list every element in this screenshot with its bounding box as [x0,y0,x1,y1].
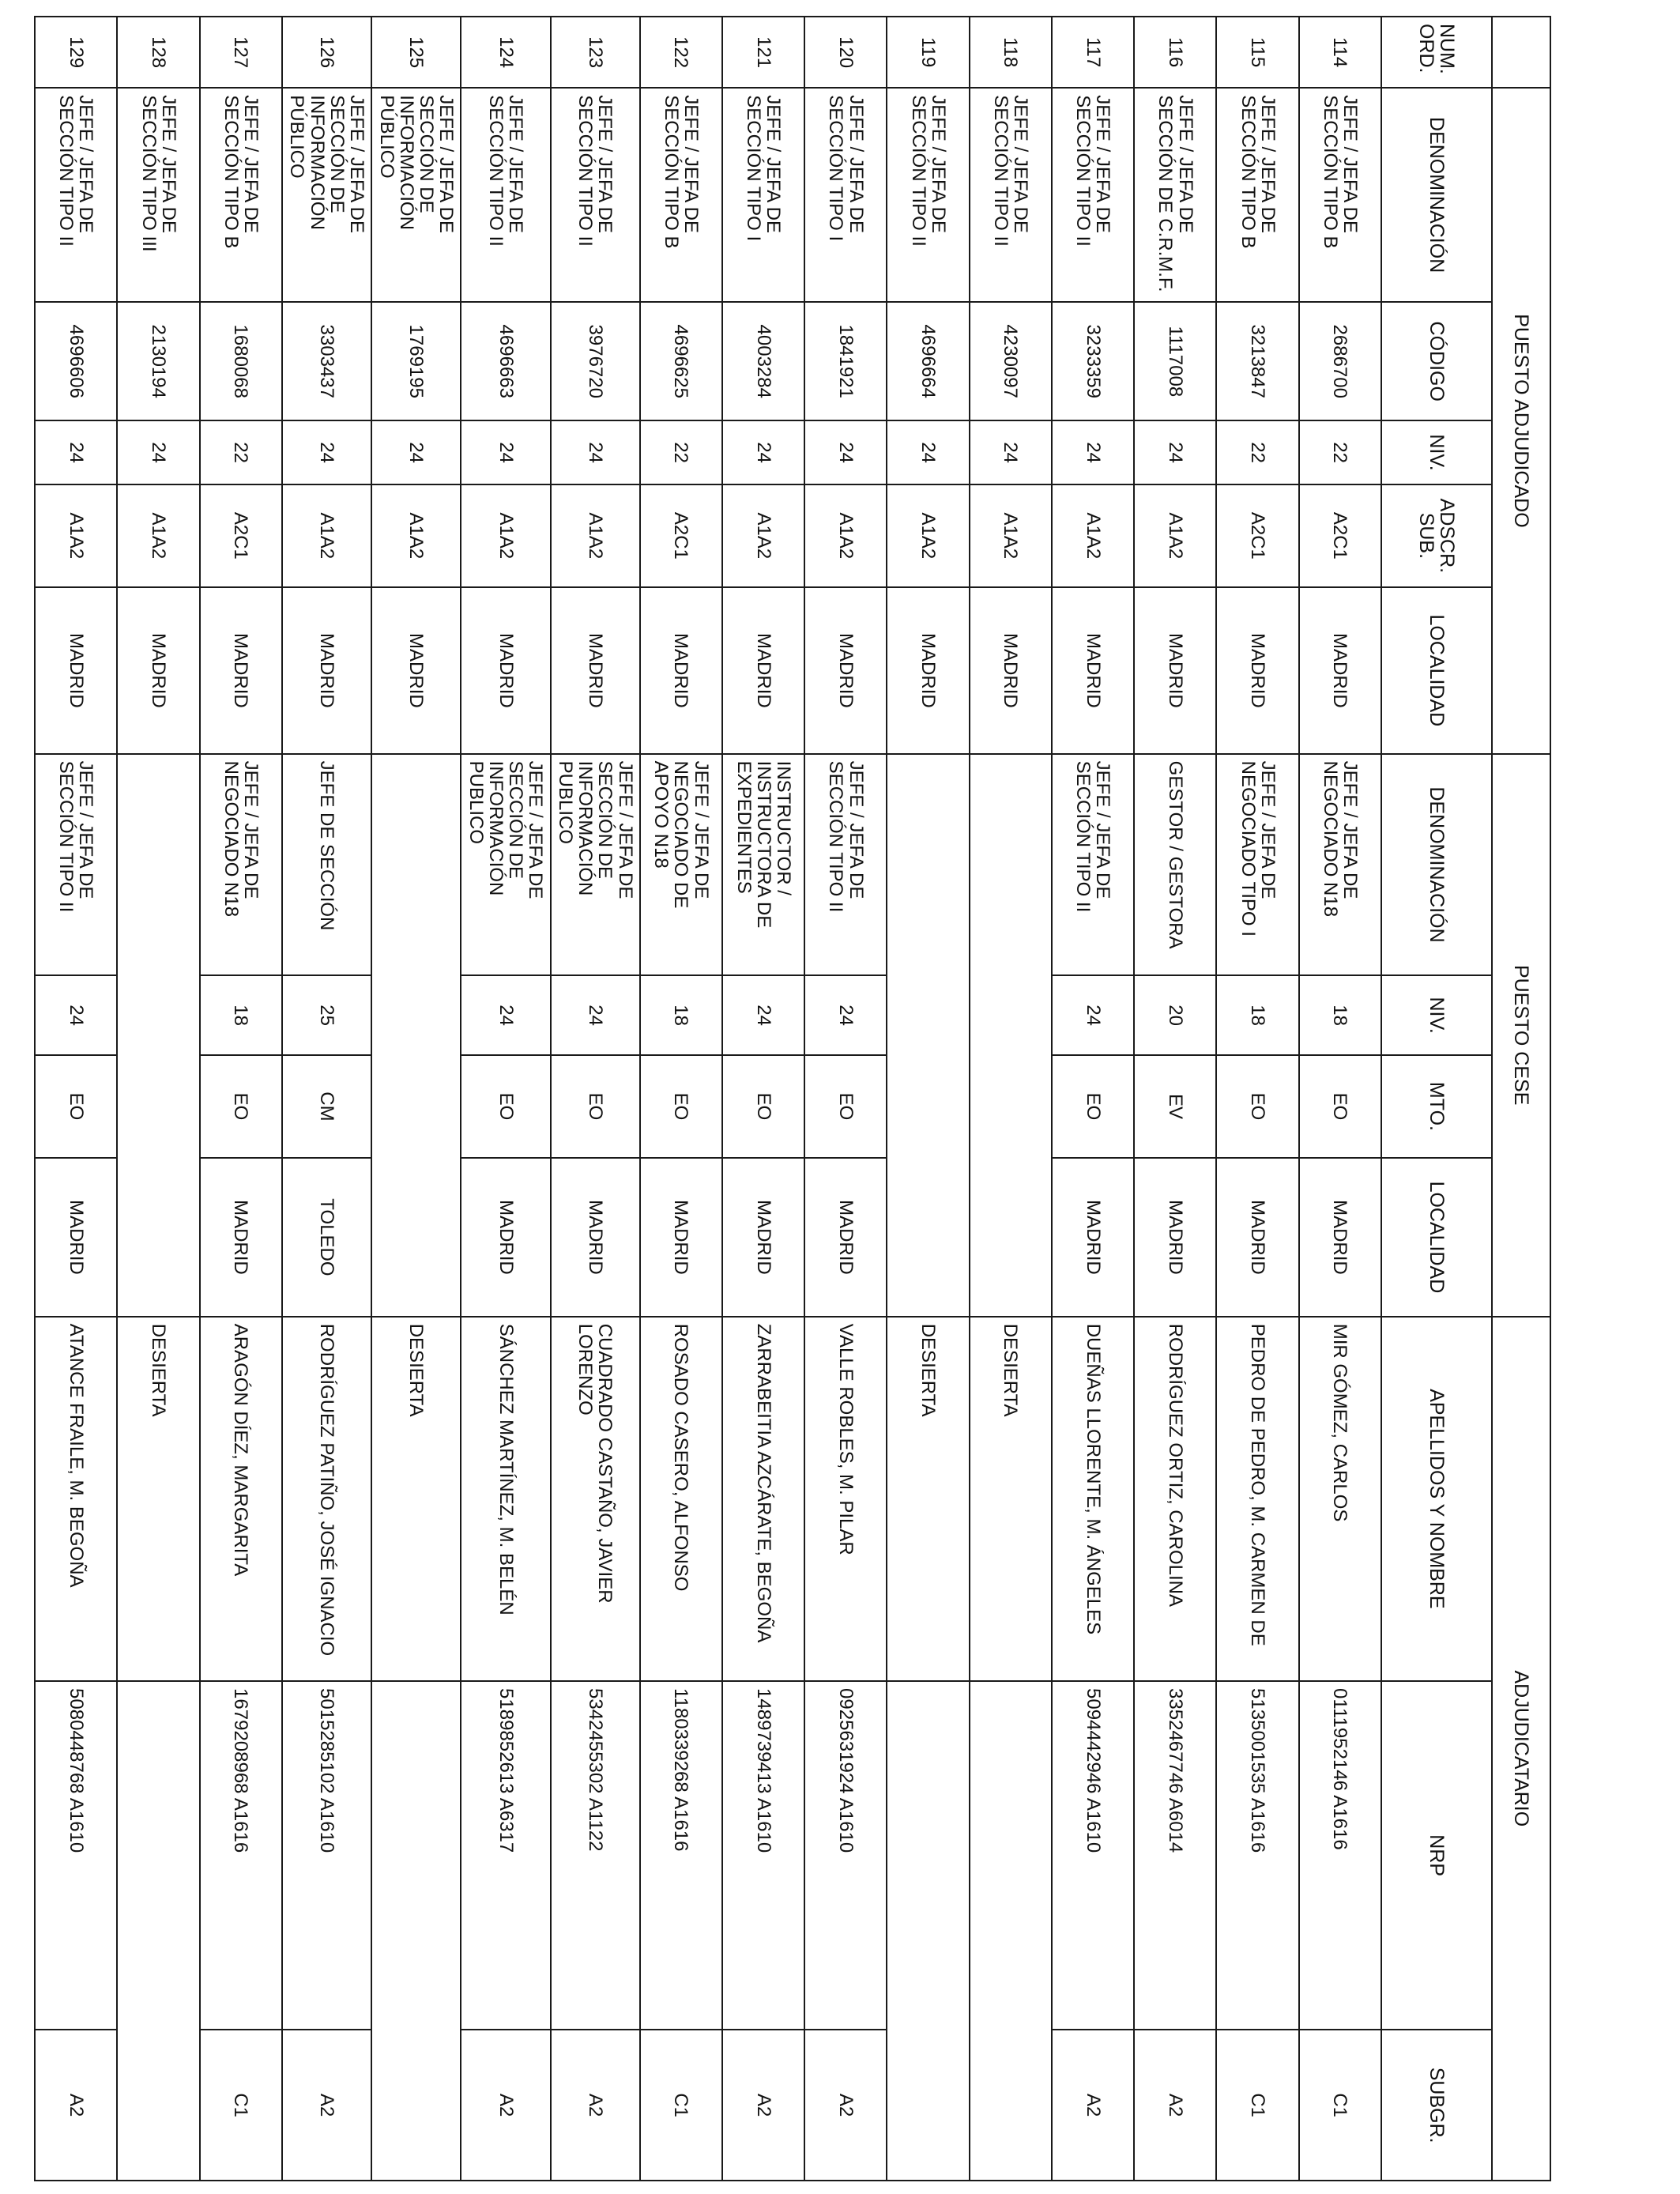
table-row [887,17,970,2181]
table-row [35,17,117,2181]
adscr-sub-cell: A1A2 [887,484,970,587]
niv-cell: 22 [1299,420,1381,484]
mto-cell: EO [804,1055,887,1158]
nrp-cell: 3352467746 A6014 [1134,1681,1216,2030]
col-subgr: SUBGR. [1381,2030,1492,2181]
adscr-sub-cell: A1A2 [282,484,371,587]
denominacion-cell: JEFE / JEFA DE SECCIÓN TIPO I [722,88,804,302]
cese-localidad-cell: MADRID [461,1158,550,1317]
denominacion-cell: JEFE / JEFA DE SECCIÓN TIPO III [117,88,199,302]
subgr-cell: C1 [1217,2030,1299,2181]
cese-niv-cell: 20 [1134,975,1216,1054]
num-cell: 126 [282,17,371,88]
adscr-sub-cell: A1A2 [970,484,1052,587]
cese-niv-cell: 18 [640,975,722,1054]
num-cell: 123 [551,17,640,88]
num-cell: 116 [1134,17,1216,88]
adscr-sub-cell: A2C1 [1217,484,1299,587]
cese-denominacion-cell: JEFE / JEFA DE SECCIÓN DE INFORMACIÓN PUBLICO [551,754,640,976]
localidad-cell: MADRID [117,587,199,754]
cese-denominacion-cell: JEFE / JEFA DE SECCIÓN TIPO II [35,754,117,976]
group-puesto-adjudicado: PUESTO ADJUDICADO [1492,88,1550,753]
denominacion-cell: JEFE / JEFA DE SECCIÓN TIPO B [1299,88,1381,302]
codigo-cell: 2686700 [1299,302,1381,420]
adscr-sub-cell: A1A2 [1052,484,1134,587]
table-row [1299,17,1381,2181]
apellidos-nombre-cell: DESIERTA [117,1317,199,1681]
denominacion-cell: JEFE / JEFA DE SECCIÓN TIPO II [35,88,117,302]
localidad-cell: MADRID [887,587,970,754]
denominacion-cell: JEFE / JEFA DE SECCIÓN TIPO II [551,88,640,302]
table-row [804,17,887,2181]
niv-cell: 24 [970,420,1052,484]
col-cese-localidad: LOCALIDAD [1381,1158,1492,1317]
denominacion-cell: JEFE / JEFA DE SECCIÓN DE INFORMACIÓN PÚBLICO [371,88,461,302]
table-row [371,17,461,2181]
nrp-cell: 5189852613 A6317 [461,1681,550,2030]
nrp-cell: 5135001535 A1616 [1217,1681,1299,2030]
col-apellidos-nombre: APELLIDOS Y NOMBRE [1381,1317,1492,1681]
table-row [200,17,282,2181]
adscr-sub-cell: A2C1 [200,484,282,587]
subgr-cell: C1 [1299,2030,1381,2181]
cese-localidad-cell: MADRID [1134,1158,1216,1317]
col-denominacion: DENOMINACIÓN [1381,88,1492,302]
cese-empty-cell [970,754,1052,1317]
num-cell: 117 [1052,17,1134,88]
apellidos-nombre-cell: SÁNCHEZ MARTÍNEZ, M. BELÉN [461,1317,550,1681]
cese-localidad-cell: MADRID [804,1158,887,1317]
apellidos-nombre-cell: DESIERTA [887,1317,970,1681]
localidad-cell: MADRID [35,587,117,754]
denominacion-cell: JEFE / JEFA DE SECCIÓN TIPO I [804,88,887,302]
codigo-cell: 4696606 [35,302,117,420]
mto-cell: EV [1134,1055,1216,1158]
adscr-sub-cell: A1A2 [804,484,887,587]
num-cell: 124 [461,17,550,88]
apellidos-nombre-cell: ARAGÓN DÍEZ, MARGARITA [200,1317,282,1681]
col-localidad: LOCALIDAD [1381,587,1492,754]
codigo-cell: 4230097 [970,302,1052,420]
subgr-cell: C1 [200,2030,282,2181]
mto-cell: EO [551,1055,640,1158]
codigo-cell: 4696625 [640,302,722,420]
num-cell: 122 [640,17,722,88]
niv-cell: 24 [117,420,199,484]
codigo-cell: 1117008 [1134,302,1216,420]
cese-niv-cell: 18 [200,975,282,1054]
cese-denominacion-cell: JEFE / JEFA DE NEGOCIADO TIPO I [1217,754,1299,976]
cese-localidad-cell: MADRID [1217,1158,1299,1317]
mto-cell: EO [461,1055,550,1158]
mto-cell: EO [1052,1055,1134,1158]
adscr-sub-cell: A1A2 [722,484,804,587]
apellidos-nombre-cell: DESIERTA [970,1317,1052,1681]
niv-cell: 24 [551,420,640,484]
cese-localidad-cell: MADRID [551,1158,640,1317]
num-cell: 118 [970,17,1052,88]
codigo-cell: 3976720 [551,302,640,420]
col-nrp: NRP [1381,1681,1492,2030]
col-cese-denominacion: DENOMINACIÓN [1381,754,1492,976]
subgr-cell: A2 [551,2030,640,2181]
cese-niv-cell: 24 [461,975,550,1054]
niv-cell: 24 [35,420,117,484]
localidad-cell: MADRID [640,587,722,754]
table-row [1134,17,1216,2181]
mto-cell: EO [1299,1055,1381,1158]
num-cell: 127 [200,17,282,88]
localidad-cell: MADRID [371,587,461,754]
localidad-cell: MADRID [1052,587,1134,754]
localidad-cell: MADRID [804,587,887,754]
blank-corner [1492,17,1550,88]
mto-cell: EO [722,1055,804,1158]
cese-denominacion-cell: JEFE / JEFA DE NEGOCIADO DE APOYO N18 [640,754,722,976]
localidad-cell: MADRID [282,587,371,754]
mto-cell: CM [282,1055,371,1158]
niv-cell: 22 [1217,420,1299,484]
niv-cell: 24 [461,420,550,484]
cese-denominacion-cell: JEFE DE SECCIÓN [282,754,371,976]
niv-cell: 22 [200,420,282,484]
apellidos-nombre-cell: ZARRABEITIA AZCÁRATE, BEGOÑA [722,1317,804,1681]
nrp-cell: 1679208968 A1616 [200,1681,282,2030]
cese-localidad-cell: TOLEDO [282,1158,371,1317]
cese-niv-cell: 24 [804,975,887,1054]
subgr-cell: A2 [804,2030,887,2181]
cese-denominacion-cell: JEFE / JEFA DE SECCIÓN TIPO II [1052,754,1134,976]
codigo-cell: 1769195 [371,302,461,420]
adscr-sub-cell: A1A2 [371,484,461,587]
cese-empty-cell [371,754,461,1317]
rotated-page [34,16,1551,2181]
subgr-cell: A2 [1134,2030,1216,2181]
col-mto: MTO. [1381,1055,1492,1158]
apellidos-nombre-cell: DESIERTA [371,1317,461,1681]
col-codigo: CÓDIGO [1381,302,1492,420]
apellidos-nombre-cell: ATANCE FRAILE, M. BEGOÑA [35,1317,117,1681]
codigo-cell: 1841921 [804,302,887,420]
num-cell: 121 [722,17,804,88]
table-body [35,17,1381,2181]
group-header-row [1492,17,1550,2181]
apellidos-nombre-cell: PEDRO DE PEDRO, M. CARMEN DE [1217,1317,1299,1681]
num-cell: 114 [1299,17,1381,88]
localidad-cell: MADRID [1299,587,1381,754]
col-adscr-sub: ADSCR. SUB. [1381,484,1492,587]
cese-niv-cell: 25 [282,975,371,1054]
table-row [722,17,804,2181]
localidad-cell: MADRID [722,587,804,754]
localidad-cell: MADRID [461,587,550,754]
cese-localidad-cell: MADRID [1299,1158,1381,1317]
group-adjudicatario: ADJUDICATARIO [1492,1317,1550,2181]
cese-niv-cell: 24 [35,975,117,1054]
cese-empty-cell [117,754,199,1317]
col-cese-niv: NIV. [1381,975,1492,1054]
nrp-cell: 5080448768 A1610 [35,1681,117,2030]
apellidos-nombre-cell: DUEÑAS LLORENTE, M. ÁNGELES [1052,1317,1134,1681]
nrp-cell: 1180339268 A1616 [640,1681,722,2030]
codigo-cell: 2130194 [117,302,199,420]
codigo-cell: 4003284 [722,302,804,420]
denominacion-cell: JEFE / JEFA DE SECCIÓN DE INFORMACIÓN PÚBLICO [282,88,371,302]
niv-cell: 24 [887,420,970,484]
col-num-ord: NUM. ORD. [1381,17,1492,88]
denominacion-cell: JEFE / JEFA DE SECCIÓN DE C.R.M.F. [1134,88,1216,302]
adjudicatario-empty-cell [887,1681,970,2181]
codigo-cell: 1680068 [200,302,282,420]
subgr-cell: A2 [1052,2030,1134,2181]
cese-localidad-cell: MADRID [1052,1158,1134,1317]
cese-denominacion-cell: JEFE / JEFA DE SECCIÓN TIPO II [804,754,887,976]
adscr-sub-cell: A2C1 [1299,484,1381,587]
cese-denominacion-cell: GESTOR / GESTORA [1134,754,1216,976]
nrp-cell: 0111952146 A1616 [1299,1681,1381,2030]
cese-localidad-cell: MADRID [640,1158,722,1317]
subgr-cell: A2 [35,2030,117,2181]
cese-denominacion-cell: INSTRUCTOR / INSTRUCTORA DE EXPEDIENTES [722,754,804,976]
localidad-cell: MADRID [551,587,640,754]
cese-denominacion-cell: JEFE / JEFA DE NEGOCIADO N18 [200,754,282,976]
cese-denominacion-cell: JEFE / JEFA DE NEGOCIADO N18 [1299,754,1381,976]
apellidos-nombre-cell: CUADRADO CASTAÑO, JAVIER LORENZO [551,1317,640,1681]
num-cell: 115 [1217,17,1299,88]
mto-cell: EO [35,1055,117,1158]
table-row [970,17,1052,2181]
table-row [640,17,722,2181]
niv-cell: 24 [804,420,887,484]
niv-cell: 24 [282,420,371,484]
num-cell: 129 [35,17,117,88]
adscr-sub-cell: A1A2 [551,484,640,587]
apellidos-nombre-cell: RODRÍGUEZ ORTIZ, CAROLINA [1134,1317,1216,1681]
table-row [282,17,371,2181]
adscr-sub-cell: A1A2 [461,484,550,587]
adjudicatario-empty-cell [970,1681,1052,2181]
adjudicatario-empty-cell [117,1681,199,2181]
denominacion-cell: JEFE / JEFA DE SECCIÓN TIPO B [1217,88,1299,302]
denominacion-cell: JEFE / JEFA DE SECCIÓN TIPO II [970,88,1052,302]
niv-cell: 24 [1134,420,1216,484]
col-niv: NIV. [1381,420,1492,484]
codigo-cell: 3303437 [282,302,371,420]
nrp-cell: 5342455302 A1122 [551,1681,640,2030]
cese-empty-cell [887,754,970,1317]
niv-cell: 22 [640,420,722,484]
subgr-cell: C1 [640,2030,722,2181]
codigo-cell: 3233359 [1052,302,1134,420]
nrp-cell: 5015285102 A1610 [282,1681,371,2030]
nrp-cell: 5094442946 A1610 [1052,1681,1134,2030]
cese-denominacion-cell: JEFE / JEFA DE SECCIÓN DE INFORMACIÓN PUBLICO [461,754,550,976]
table-row [1052,17,1134,2181]
localidad-cell: MADRID [1217,587,1299,754]
adscr-sub-cell: A1A2 [117,484,199,587]
group-puesto-cese: PUESTO CESE [1492,754,1550,1317]
localidad-cell: MADRID [200,587,282,754]
cese-niv-cell: 18 [1299,975,1381,1054]
cese-niv-cell: 24 [722,975,804,1054]
subgr-cell: A2 [461,2030,550,2181]
adjudication-table [34,16,1551,2181]
niv-cell: 24 [722,420,804,484]
nrp-cell: 0925631924 A1610 [804,1681,887,2030]
niv-cell: 24 [371,420,461,484]
localidad-cell: MADRID [970,587,1052,754]
adjudicatario-empty-cell [371,1681,461,2181]
table-row [117,17,199,2181]
mto-cell: EO [200,1055,282,1158]
table-row [461,17,550,2181]
niv-cell: 24 [1052,420,1134,484]
cese-niv-cell: 24 [1052,975,1134,1054]
num-cell: 119 [887,17,970,88]
adscr-sub-cell: A1A2 [1134,484,1216,587]
cese-localidad-cell: MADRID [35,1158,117,1317]
denominacion-cell: JEFE / JEFA DE SECCIÓN TIPO B [640,88,722,302]
denominacion-cell: JEFE / JEFA DE SECCIÓN TIPO II [461,88,550,302]
denominacion-cell: JEFE / JEFA DE SECCIÓN TIPO II [1052,88,1134,302]
cese-localidad-cell: MADRID [200,1158,282,1317]
num-cell: 125 [371,17,461,88]
denominacion-cell: JEFE / JEFA DE SECCIÓN TIPO II [887,88,970,302]
cese-localidad-cell: MADRID [722,1158,804,1317]
mto-cell: EO [640,1055,722,1158]
apellidos-nombre-cell: VALLE ROBLES, M. PILAR [804,1317,887,1681]
localidad-cell: MADRID [1134,587,1216,754]
apellidos-nombre-cell: RODRÍGUEZ PATIÑO, JOSÉ IGNACIO [282,1317,371,1681]
table-row [1217,17,1299,2181]
cese-niv-cell: 24 [551,975,640,1054]
table-row [551,17,640,2181]
apellidos-nombre-cell: ROSADO CASERO, ALFONSO [640,1317,722,1681]
adscr-sub-cell: A1A2 [35,484,117,587]
apellidos-nombre-cell: MIR GÓMEZ, CARLOS [1299,1317,1381,1681]
codigo-cell: 3213847 [1217,302,1299,420]
nrp-cell: 1489739413 A1610 [722,1681,804,2030]
cese-niv-cell: 18 [1217,975,1299,1054]
denominacion-cell: JEFE / JEFA DE SECCIÓN TIPO B [200,88,282,302]
num-cell: 128 [117,17,199,88]
subgr-cell: A2 [722,2030,804,2181]
codigo-cell: 4696663 [461,302,550,420]
column-header-row [1381,17,1492,2181]
subgr-cell: A2 [282,2030,371,2181]
num-cell: 120 [804,17,887,88]
mto-cell: EO [1217,1055,1299,1158]
codigo-cell: 4696664 [887,302,970,420]
adscr-sub-cell: A2C1 [640,484,722,587]
